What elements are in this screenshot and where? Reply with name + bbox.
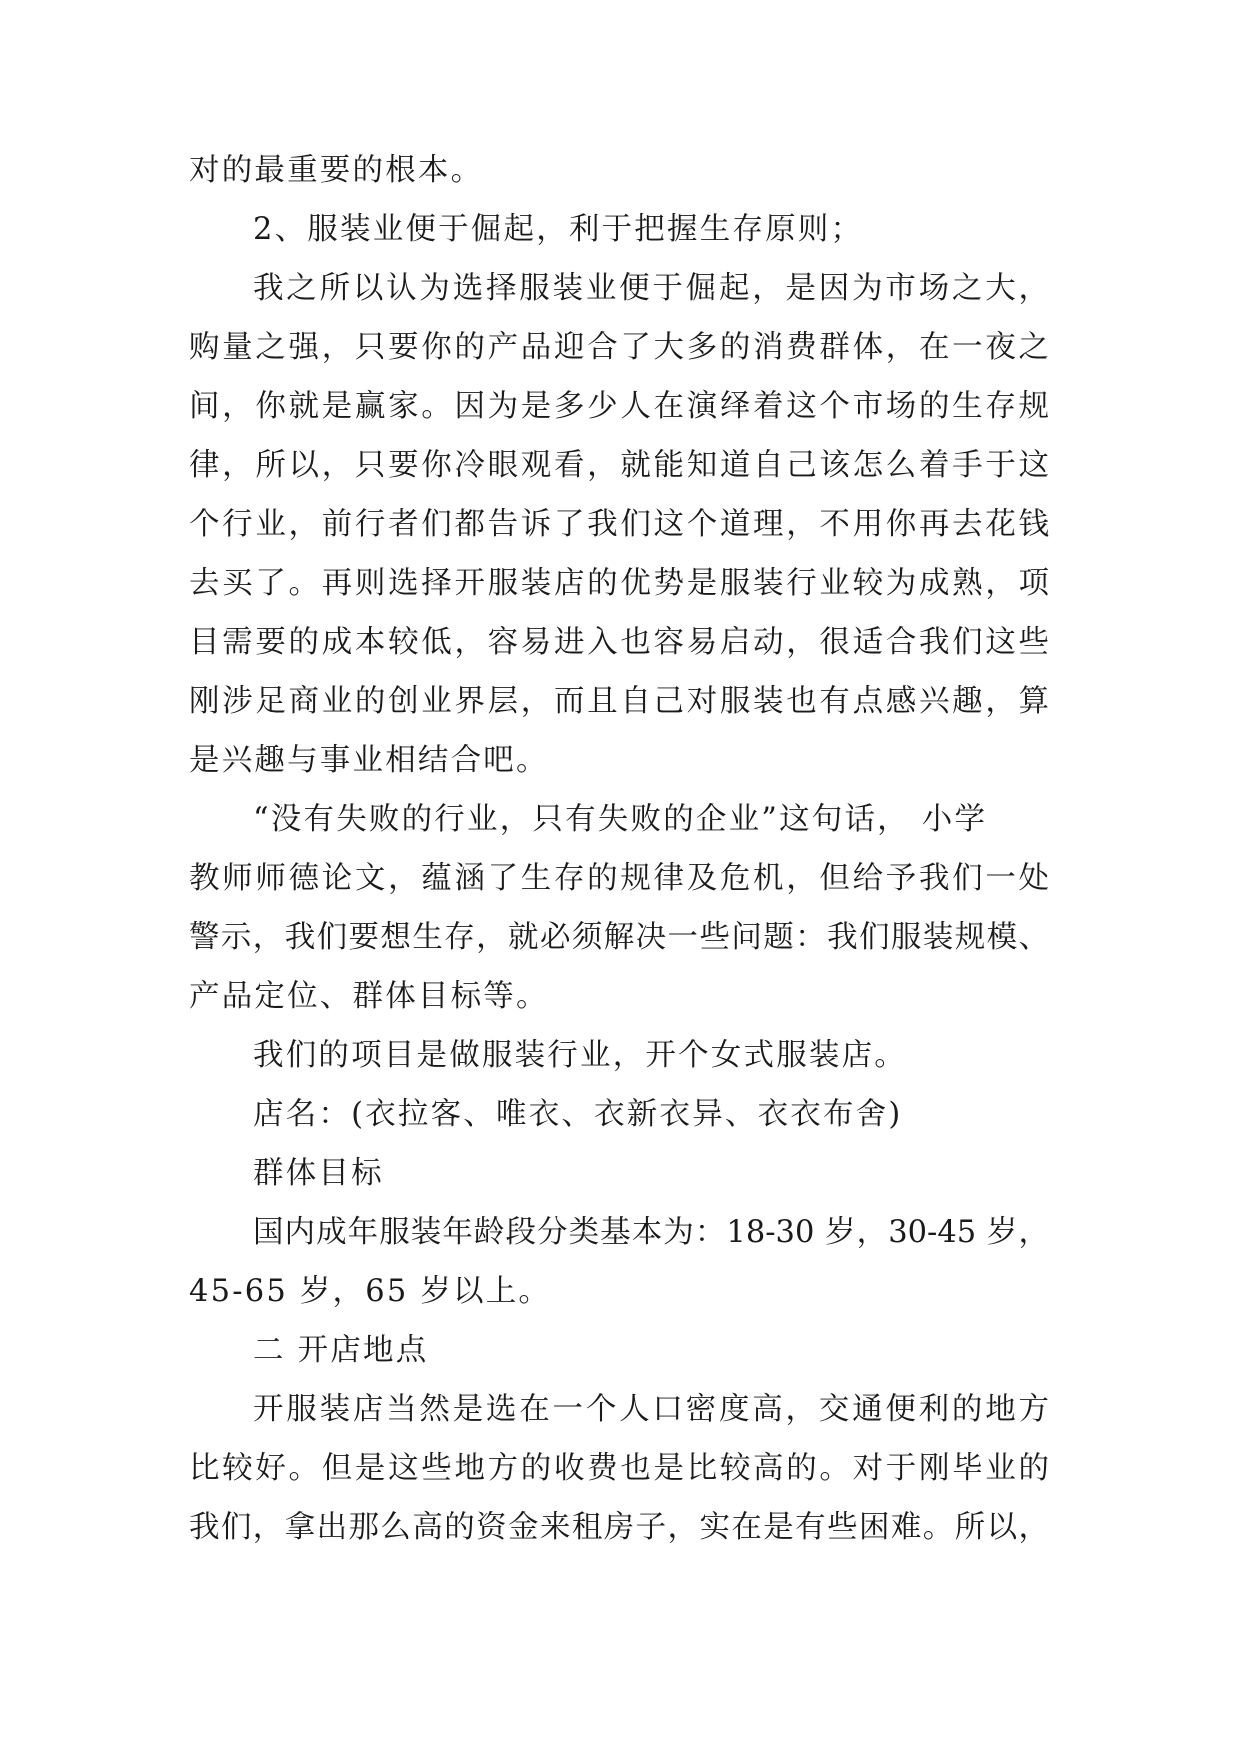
text-line: 购量之强，只要你的产品迎合了大多的消费群体，在一夜之 — [189, 330, 1049, 365]
section-heading: 二 开店地点 — [253, 1333, 429, 1368]
text-line: 45-65 岁，65 岁以上。 — [189, 1274, 552, 1309]
text-line: 是兴趣与事业相结合吧。 — [189, 743, 549, 778]
text-line: 警示，我们要想生存，就必须解决一些问题：我们服装规模、 — [189, 920, 1049, 955]
text-line: 比较好。但是这些地方的收费也是比较高的。对于刚毕业的 — [189, 1451, 1049, 1486]
text-line: 目需要的成本较低，容易进入也容易启动，很适合我们这些 — [189, 625, 1049, 660]
text-line: 个行业，前行者们都告诉了我们这个道理，不用你再去花钱 — [189, 507, 1049, 542]
text-line: 去买了。再则选择开服装店的优势是服装行业较为成熟，项 — [189, 566, 1049, 601]
text-line: 店名：(衣拉客、唯衣、衣新衣异、衣衣布舍) — [253, 1097, 903, 1132]
text-line: 教师师德论文，蕴涵了生存的规律及危机，但给予我们一处 — [189, 861, 1049, 896]
text-line: 间，你就是赢家。因为是多少人在演绎着这个市场的生存规 — [189, 389, 1049, 424]
text-line: 开服装店当然是选在一个人口密度高，交通便利的地方 — [253, 1392, 1049, 1427]
text-line: 对的最重要的根本。 — [189, 153, 484, 188]
text-line: 国内成年服装年龄段分类基本为：18-30 岁，30-45 岁， — [253, 1215, 1049, 1250]
text-line: 律，所以，只要你冷眼观看，就能知道自己该怎么着手于这 — [189, 448, 1049, 483]
text-line: 刚涉足商业的创业界层，而且自己对服装也有点感兴趣，算 — [189, 684, 1049, 719]
text-line: 我们的项目是做服装行业，开个女式服装店。 — [253, 1038, 907, 1073]
text-line: 2、服装业便于倔起，利于把握生存原则； — [253, 212, 864, 247]
text-line: 我之所以认为选择服装业便于倔起，是因为市场之大， — [253, 271, 1049, 306]
text-line: 我们，拿出那么高的资金来租房子，实在是有些困难。所以， — [189, 1510, 1049, 1545]
text-line: 群体目标 — [253, 1156, 384, 1191]
text-line: “没有失败的行业，只有失败的企业”这句话， 小学 — [253, 802, 988, 837]
text-line: 产品定位、群体目标等。 — [189, 979, 549, 1014]
